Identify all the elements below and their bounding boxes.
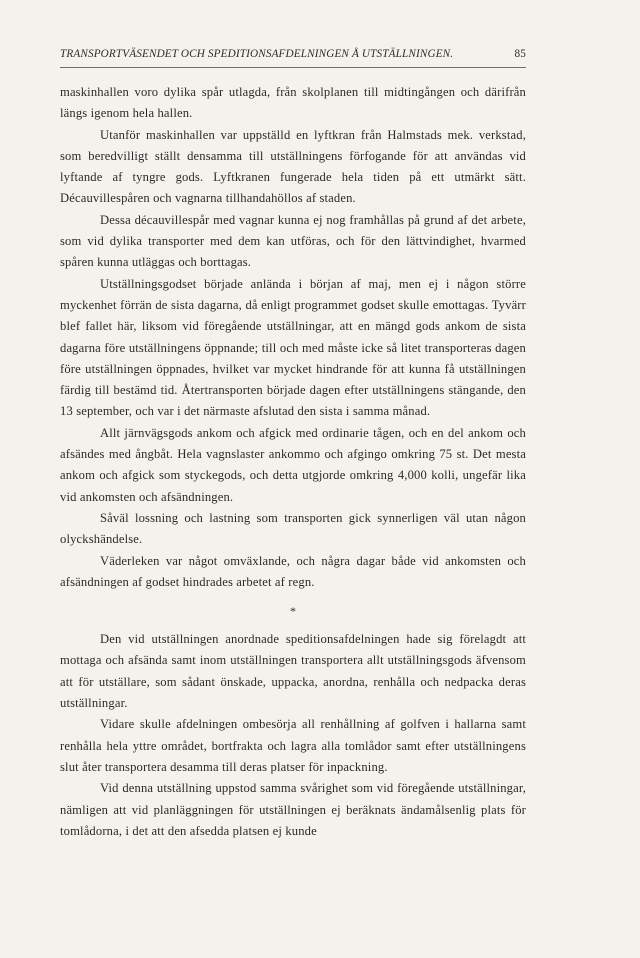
running-title: TRANSPORTVÄSENDET OCH SPEDITIONSAFDELNINGEN Å UTSTÄLLNINGEN. bbox=[60, 48, 454, 60]
section-separator: * bbox=[290, 604, 296, 619]
paragraph: Utanför maskinhallen var uppställd en lyftkran från Halmstads mek. verkstad, som beredvilligt ställt densamma till utställningens förfogande för att användas vid lyftande af tyngre gods. Lyftkranen fungerade hela tiden på ett utmärkt sätt. Décauvillespåren och vagnarna tillhandahöllos af staden. bbox=[60, 127, 526, 206]
page-number: 85 bbox=[514, 48, 526, 60]
paragraph: Såväl lossning och lastning som transporten gick synnerligen väl utan någon olyckshändelse. bbox=[60, 510, 526, 547]
running-header bbox=[60, 48, 526, 68]
paragraph: Utställningsgodset började anlända i början af maj, men ej i någon större myckenhet förrän de sista dagarna, då enligt programmet godset skulle emottagas. Tyvärr blef fallet här, liksom vid föregående utställningar, att en mängd gods ankom de sista dagarna före utställningens öppnande; till och med måste icke så litet transporteras dagen före utställningen öppnades, hvilket var mycket hindrande för att kunna få utställningen färdig till bestämd tid. Återtransporten började dagen efter utställningens stängande, den 13 september, och var i det närmaste afslutad den sista i samma månad. bbox=[60, 276, 526, 419]
paragraph: Vid denna utställning uppstod samma svårighet som vid föregående utställningar, nämligen att vid planläggningen för utställningen ej beräknats ändamålsenlig plats för tomlådorna, i det att den afsedda platsen ej kunde bbox=[60, 781, 526, 838]
body-text bbox=[60, 82, 526, 842]
paragraph: Den vid utställningen anordnade speditionsafdelningen hade sig förelagdt att mottaga och afsända samt inom utställningen transportera allt utställningsgods äfvensom att för utställare, som sådant önskade, uppacka, anordna, renhålla och nedpacka deras utställningar. bbox=[60, 632, 526, 711]
paragraph: Allt järnvägsgods ankom och afgick med ordinarie tågen, och en del ankom och afsändes med ångbåt. Hela vagnslaster ankommo och afgingo omkring 75 st. Det mesta ankom och afgick som styckegods, och detta utgjorde omkring 4,000 kolli, ungefär lika vid ankomsten och afsändningen. bbox=[60, 425, 526, 504]
paragraph: Dessa décauvillespår med vagnar kunna ej nog framhållas på grund af det arbete, som vid dylika transporter med dem kan utföras, och för den lättvindighet, hvarmed spåren kunna utläggas och borttagas. bbox=[60, 212, 526, 270]
paragraph: maskinhallen voro dylika spår utlagda, från skolplanen till midtingången och därifrån längs igenom hela hallen. bbox=[60, 85, 526, 121]
paragraph: Väderleken var något omväxlande, och några dagar både vid ankomsten och afsändningen af godset hindrades arbetet af regn. bbox=[60, 553, 526, 589]
document-page bbox=[60, 48, 526, 842]
paragraph: Vidare skulle afdelningen ombesörja all renhållning af golfven i hallarna samt renhålla hela yttre området, bortfrakta och lagra alla tomlådor samt efter utställningens slut åter transportera desamma till deras platser för inpackning. bbox=[60, 717, 526, 774]
